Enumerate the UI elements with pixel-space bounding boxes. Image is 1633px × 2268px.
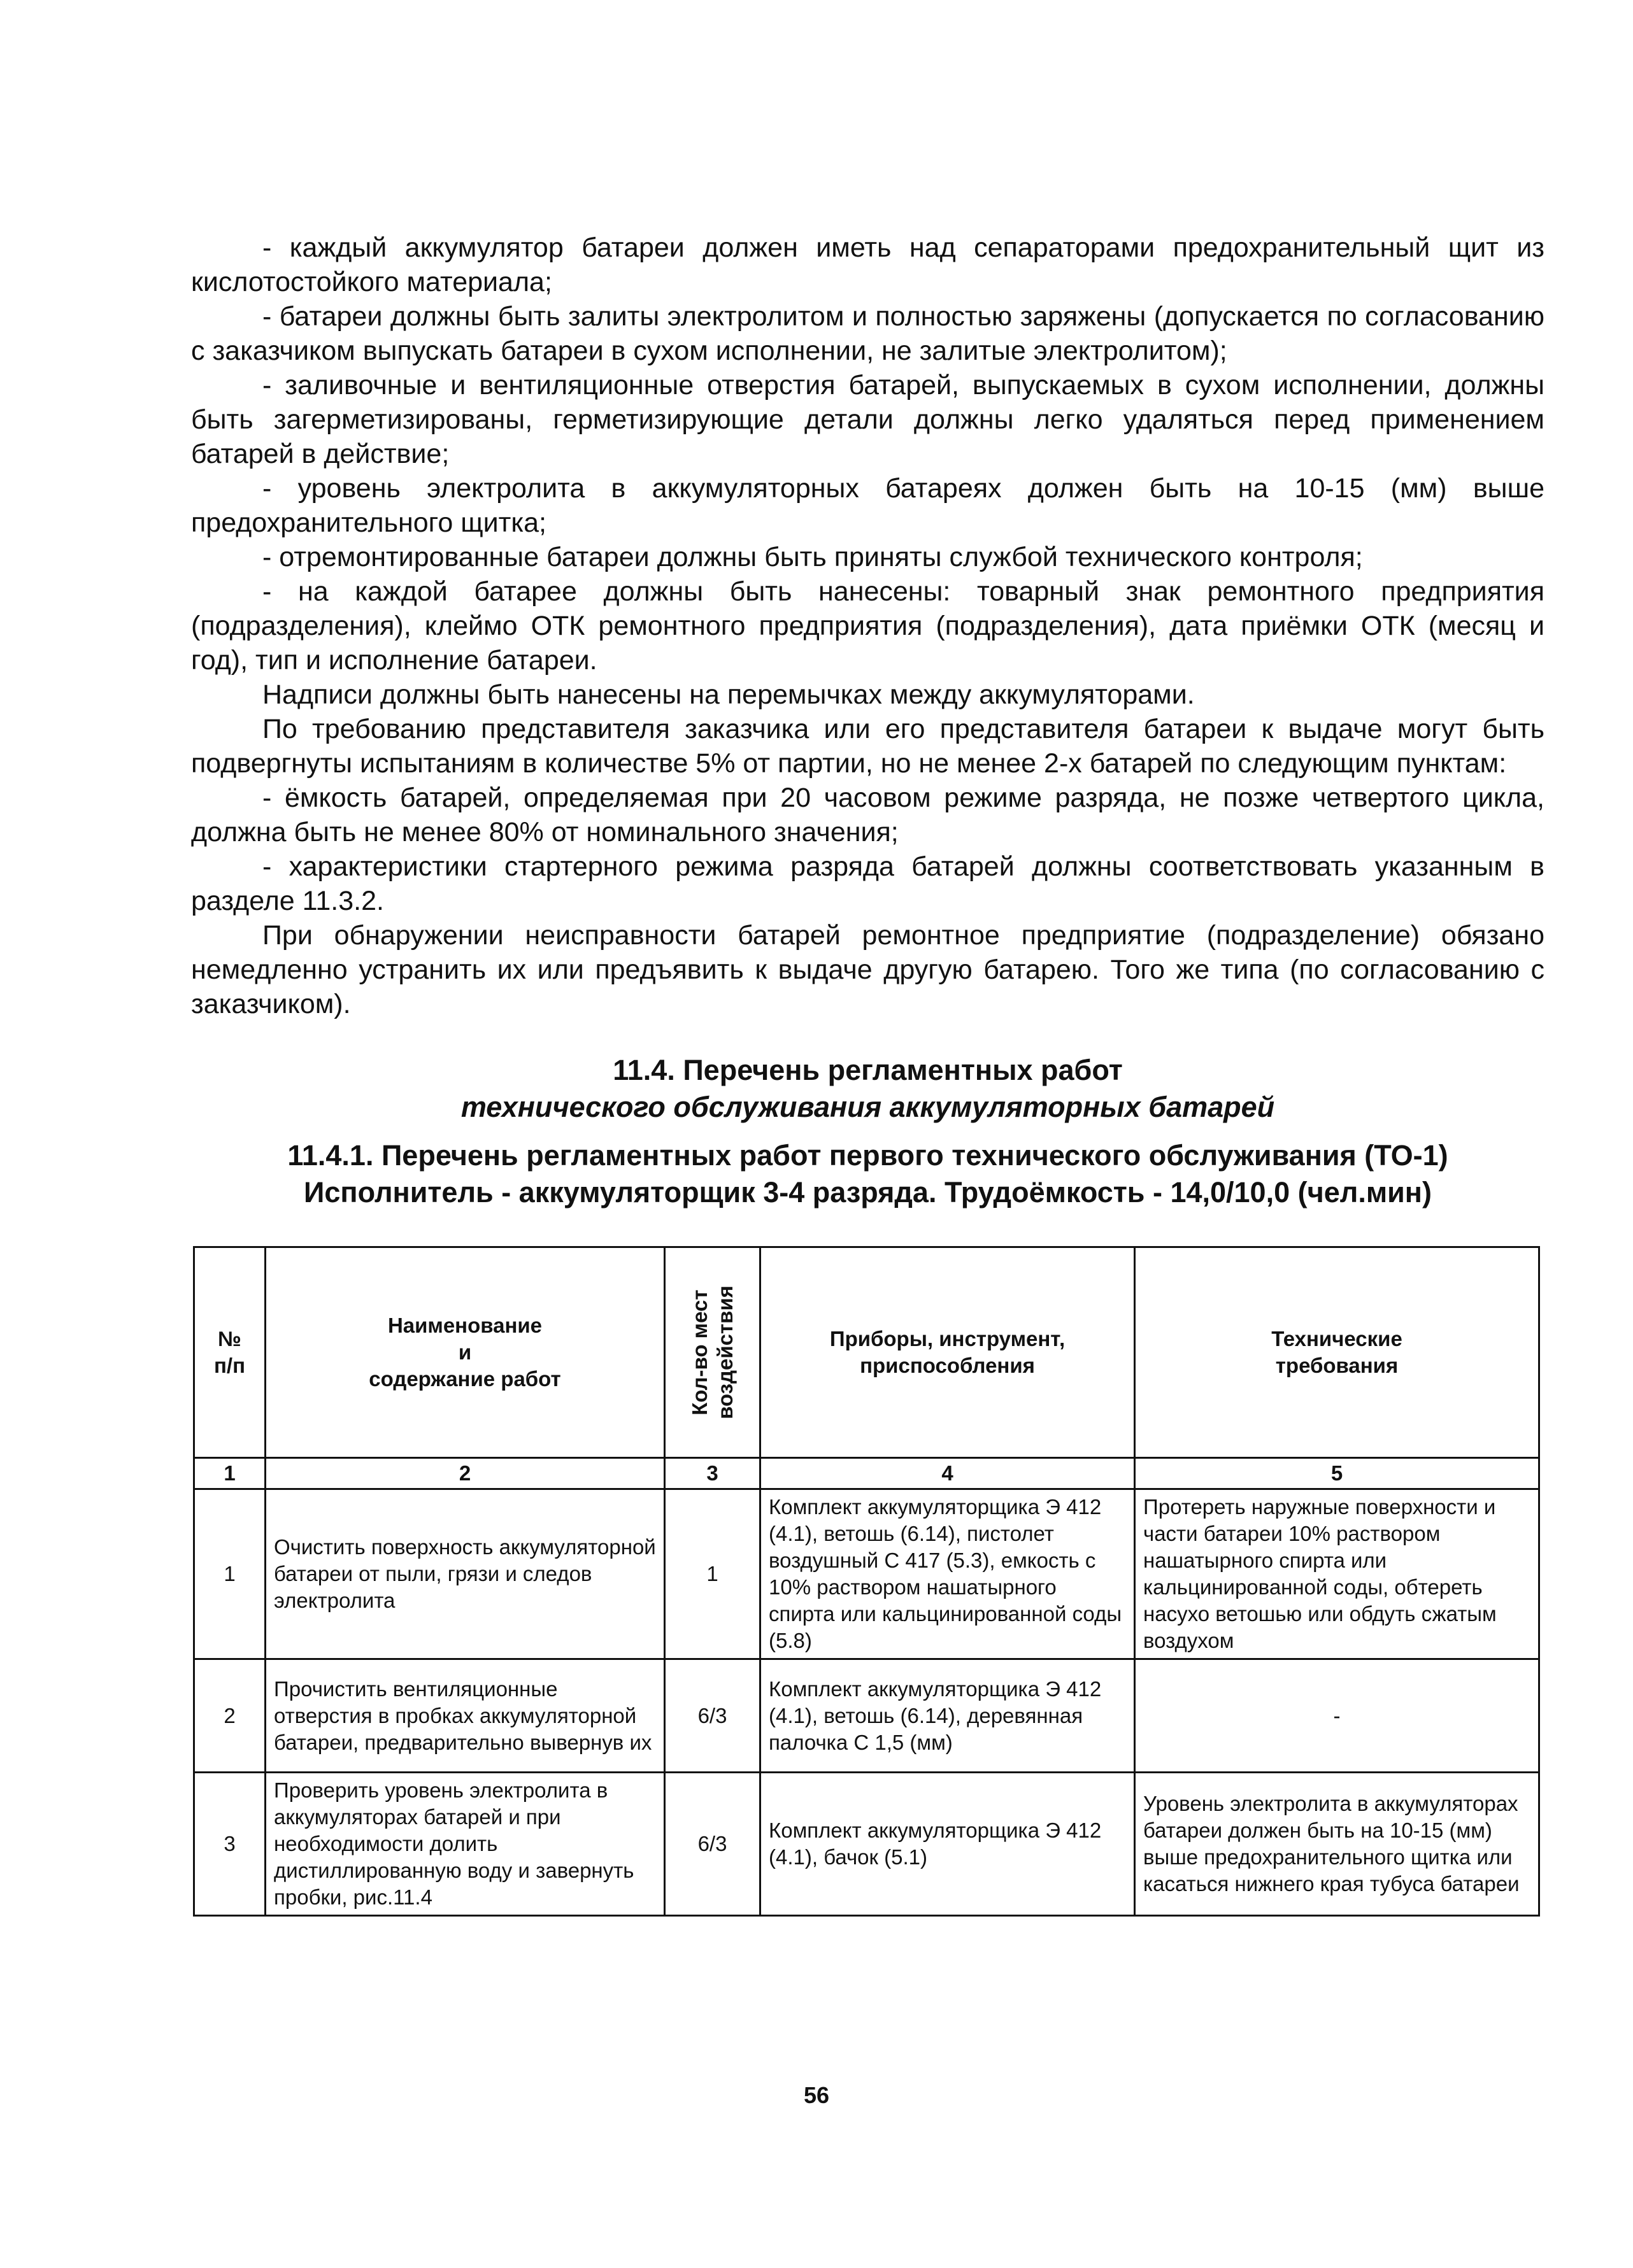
subsection-heading: [191, 1137, 1544, 1211]
table-row: [194, 1773, 1539, 1916]
row-requirements: Уровень электролита в аккумуляторах батареи должен быть на 10-15 (мм) выше предохранительного щитка или касаться нижнего края тубуса батареи: [1135, 1773, 1539, 1916]
table-header-row: [194, 1247, 1539, 1458]
column-number: 2: [266, 1458, 665, 1489]
paragraph: По требованию представителя заказчика или его представителя батареи к выдаче могут быть подвергнуты испытаниям в количестве 5% от партии, но не менее 2-х батарей по следующим пунктам:: [191, 714, 1544, 779]
header-count-label: Кол-во мест воздействия: [687, 1286, 737, 1419]
paragraph: - уровень электролита в аккумуляторных батареях должен быть на 10-15 (мм) выше предохранительного щитка;: [191, 473, 1544, 538]
row-num: 3: [194, 1773, 266, 1916]
paragraph: - отремонтированные батареи должны быть приняты службой технического контроля;: [262, 542, 1363, 572]
paragraph: - заливочные и вентиляционные отверстия батарей, выпускаемых в сухом исполнении, должны быть загерметизированы, герметизирующие детали должны легко удаляться перед применением батарей в действие;: [191, 370, 1544, 469]
page-number: 56: [803, 2082, 830, 2108]
row-count: 1: [665, 1489, 760, 1659]
row-name: Прочистить вентиляционные отверстия в пробках аккумуляторной батареи, предварительно вывернув их: [266, 1659, 665, 1773]
column-number: 1: [194, 1458, 266, 1489]
header-count: [665, 1247, 760, 1458]
row-tools: Комплект аккумуляторщика Э 412 (4.1), бачок (5.1): [760, 1773, 1135, 1916]
maintenance-table: [193, 1246, 1540, 1917]
table-row: [194, 1659, 1539, 1773]
subsection-heading-line2: Исполнитель - аккумуляторщик 3-4 разряда. Трудоёмкость - 14,0/10,0 (чел.мин): [304, 1176, 1432, 1208]
section-heading-line2: технического обслуживания аккумуляторных батарей: [460, 1091, 1275, 1123]
section-heading: [191, 1052, 1544, 1126]
row-name: Проверить уровень электролита в аккумуляторах батарей и при необходимости долить дистиллированную воду и завернуть пробки, рис.11.4: [266, 1773, 665, 1916]
header-requirements: Технические требования: [1135, 1247, 1539, 1458]
row-name: Очистить поверхность аккумуляторной батареи от пыли, грязи и следов электролита: [266, 1489, 665, 1659]
row-requirements: -: [1135, 1659, 1539, 1773]
row-num: 1: [194, 1489, 266, 1659]
body-text: [191, 230, 1544, 1021]
paragraph: - на каждой батарее должны быть нанесены: товарный знак ремонтного предприятия (подразделения), клеймо ОТК ремонтного предприятия (подразделения), дата приёмки ОТК (месяц и год), тип и исполнение батареи.: [191, 576, 1544, 676]
header-tools: Приборы, инструмент, приспособления: [760, 1247, 1135, 1458]
column-number: 3: [665, 1458, 760, 1489]
row-num: 2: [194, 1659, 266, 1773]
header-name: Наименование и содержание работ: [266, 1247, 665, 1458]
subsection-heading-line1: 11.4.1. Перечень регламентных работ первого технического обслуживания (ТО-1): [287, 1139, 1448, 1172]
paragraph: - характеристики стартерного режима разряда батарей должны соответствовать указанным в разделе 11.3.2.: [191, 851, 1544, 916]
paragraph: При обнаружении неисправности батарей ремонтное предприятие (подразделение) обязано немедленно устранить их или предъявить к выдаче другую батарею. Того же типа (по согласованию с заказчиком).: [191, 920, 1544, 1019]
column-number-row: [194, 1458, 1539, 1489]
paragraph: - батареи должны быть залиты электролитом и полностью заряжены (допускается по согласованию с заказчиком выпускать батареи в сухом исполнении, не залитые электролитом);: [191, 301, 1544, 366]
paragraph: - ёмкость батарей, определяемая при 20 часовом режиме разряда, не позже четвертого цикла, должна быть не менее 80% от номинального значения;: [191, 783, 1544, 847]
column-number: 5: [1135, 1458, 1539, 1489]
row-tools: Комплект аккумуляторщика Э 412 (4.1), ветошь (6.14), деревянная палочка С 1,5 (мм): [760, 1659, 1135, 1773]
paragraph: Надписи должны быть нанесены на перемычках между аккумуляторами.: [262, 679, 1195, 710]
row-requirements: Протереть наружные поверхности и части батареи 10% раствором нашатырного спирта или кальцинированной соды, обтереть насухо ветошью или обдуть сжатым воздухом: [1135, 1489, 1539, 1659]
row-count: 6/3: [665, 1773, 760, 1916]
section-heading-line1: 11.4. Перечень регламентных работ: [613, 1054, 1123, 1086]
row-tools: Комплект аккумуляторщика Э 412 (4.1), ветошь (6.14), пистолет воздушный С 417 (5.3), емкость с 10% раствором нашатырного спирта или кальцинированной соды (5.8): [760, 1489, 1135, 1659]
row-count: 6/3: [665, 1659, 760, 1773]
header-num: № п/п: [194, 1247, 266, 1458]
paragraph: - каждый аккумулятор батареи должен иметь над сепараторами предохранительный щит из кислотостойкого материала;: [191, 232, 1544, 297]
column-number: 4: [760, 1458, 1135, 1489]
table-row: [194, 1489, 1539, 1659]
